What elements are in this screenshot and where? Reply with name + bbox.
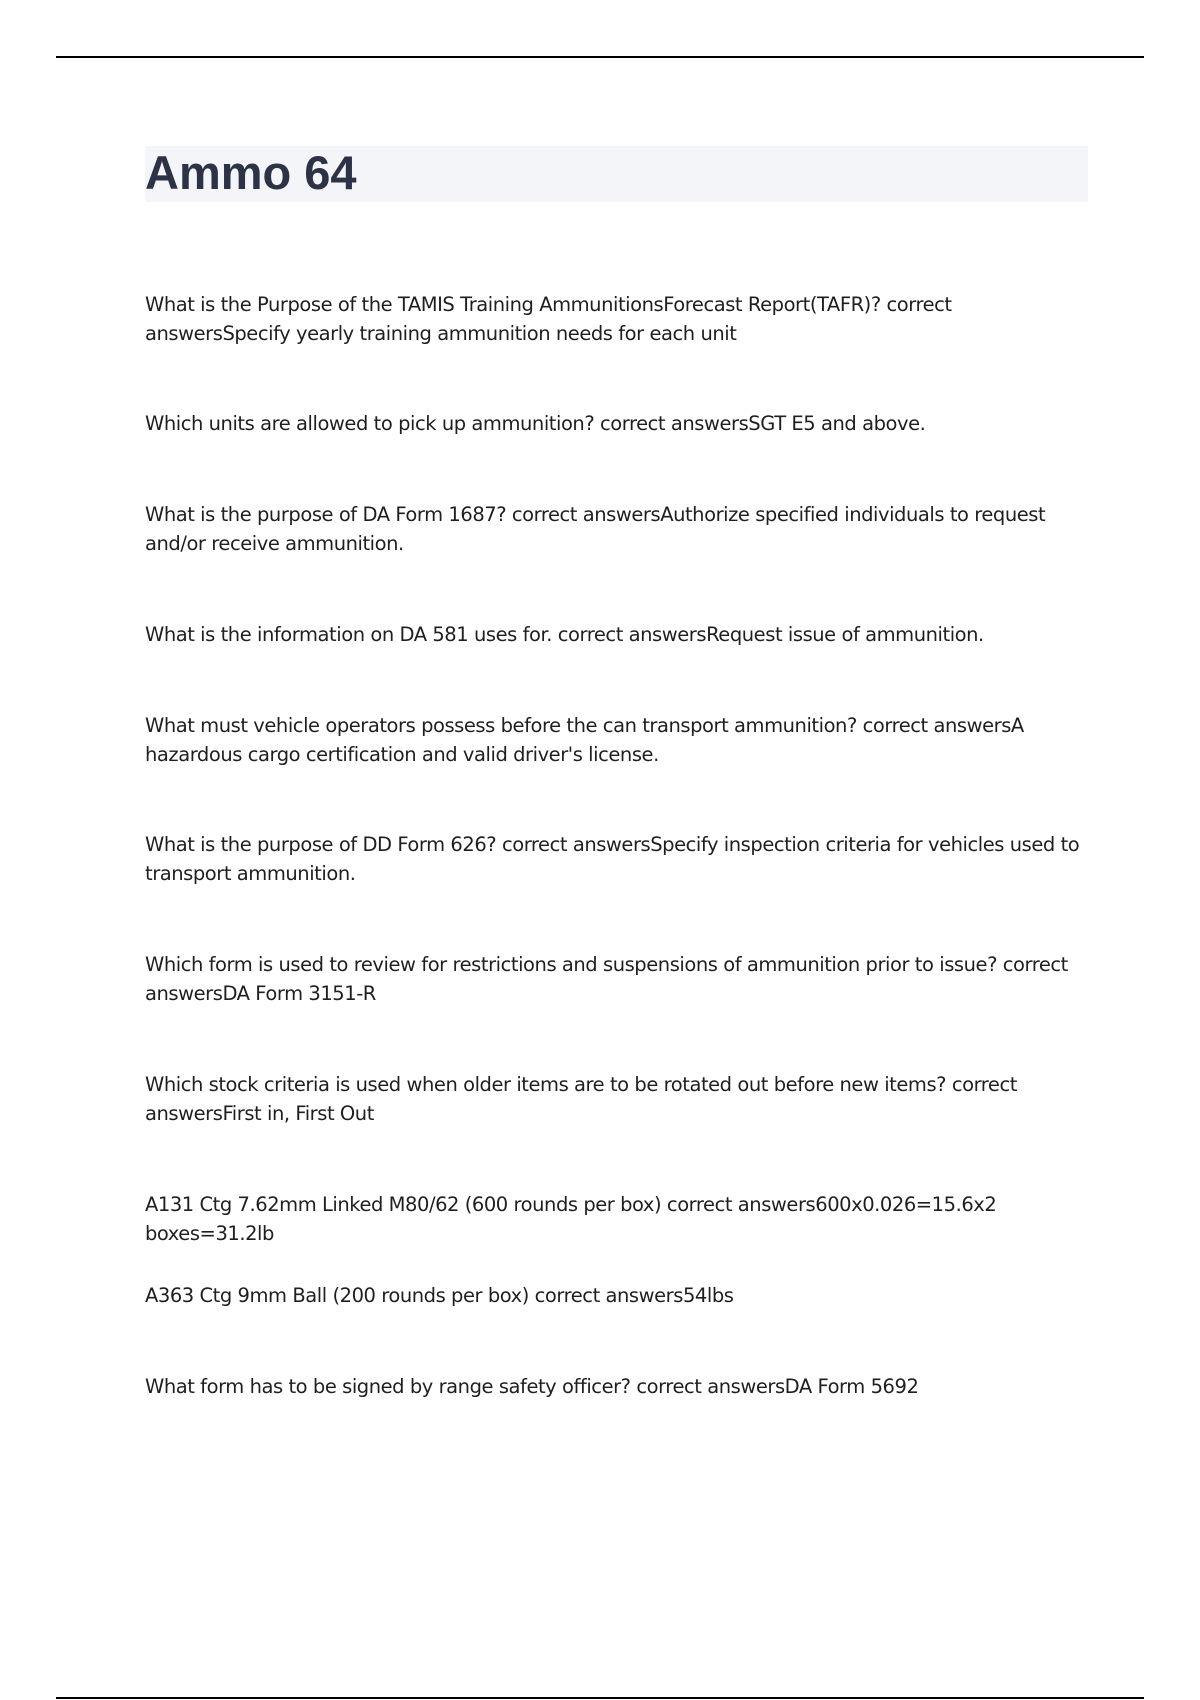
qa-item: Which units are allowed to pick up ammunition? correct answersSGT E5 and above. — [145, 412, 926, 435]
top-rule — [56, 56, 1144, 58]
qa-item: What form has to be signed by range safety officer? correct answersDA Form 5692 — [145, 1375, 919, 1398]
qa-item: What is the purpose of DD Form 626? correct answersSpecify inspection criteria for vehicles used to transport ammunition. — [145, 833, 1080, 885]
qa-item: A131 Ctg 7.62mm Linked M80/62 (600 rounds per box) correct answers600x0.026=15.6x2 boxes=31.2lb — [145, 1193, 997, 1245]
qa-item: What must vehicle operators possess before the can transport ammunition? correct answersA hazardous cargo certification and valid driver's license. — [145, 714, 1024, 766]
qa-item: Which stock criteria is used when older items are to be rotated out before new items? correct answersFirst in, First Out — [145, 1073, 1017, 1125]
page-title: Ammo 64 — [145, 146, 357, 199]
qa-item: A363 Ctg 9mm Ball (200 rounds per box) correct answers54lbs — [145, 1284, 734, 1307]
qa-item: What is the Purpose of the TAMIS Training AmmunitionsForecast Report(TAFR)? correct answersSpecify yearly training ammunition needs for each unit — [145, 293, 952, 345]
qa-item: Which form is used to review for restrictions and suspensions of ammunition prior to issue? correct answersDA Form 3151-R — [145, 953, 1068, 1005]
qa-item: What is the information on DA 581 uses for. correct answersRequest issue of ammunition. — [145, 623, 984, 646]
qa-item: What is the purpose of DA Form 1687? correct answersAuthorize specified individuals to request and/or receive ammunition. — [145, 503, 1046, 555]
bottom-rule — [56, 1697, 1144, 1699]
